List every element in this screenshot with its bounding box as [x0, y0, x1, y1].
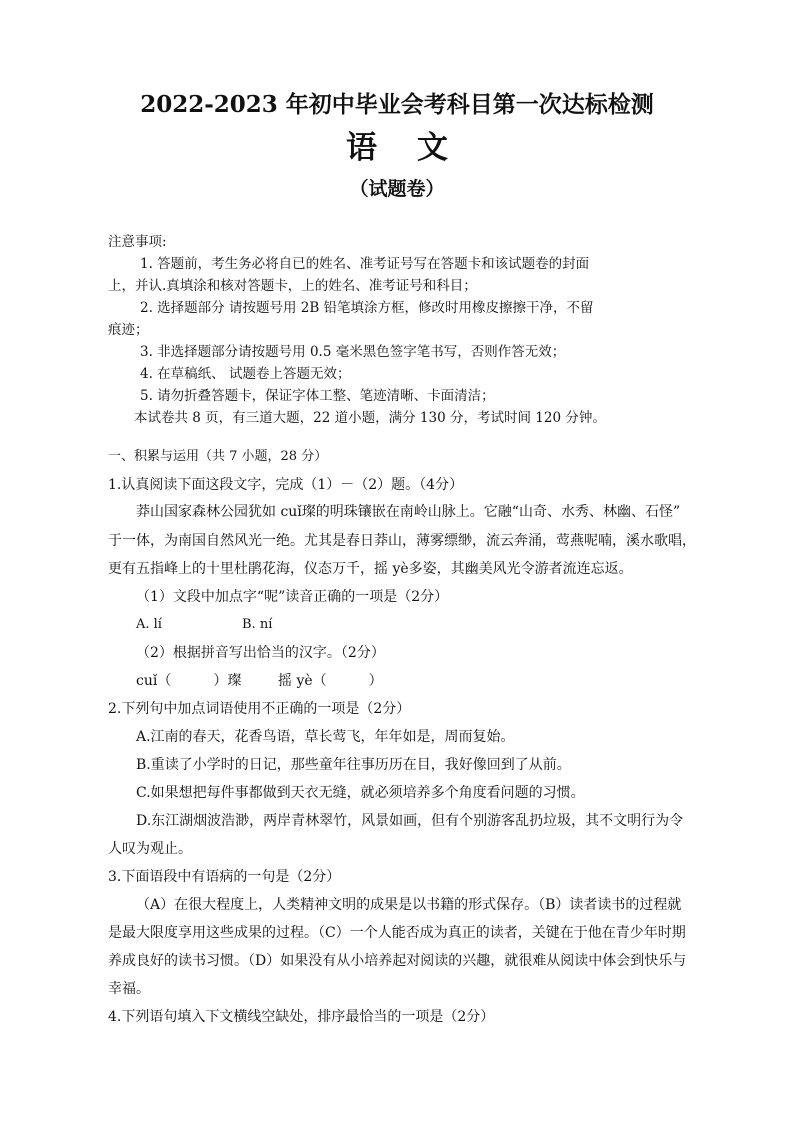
- question-1-sub1: （1）文段中加点字“呢”读音正确的一项是（2分）: [136, 589, 449, 605]
- section-heading: 一、积累与运用（共 7 小题，28 分）: [108, 449, 328, 464]
- question-1-sub2: （2）根据拼音写出恰当的汉字。（2分）: [136, 645, 385, 661]
- question-3-passage-line: 幸福。: [108, 981, 150, 997]
- answer-blank: 摇 yè（ ）: [278, 673, 383, 689]
- notice-line: 本试卷共 8 页，有三道大题，22 道小题，满分 130 分，考试时间 120 分钟。: [134, 410, 606, 426]
- question-1-passage-line: 更有五指峰上的十里杜鹃花海，仪态万千，摇 yè多姿，其幽美风光令游者流连忘返。: [108, 561, 633, 577]
- question-3-passage-line: 养成良好的读书习惯。（D）如果没有从小培养起对阅读的兴趣，就很难从阅读中体会到快乐与: [108, 953, 687, 969]
- question-1-stem: 1.认真阅读下面这段文字，完成（1）－（2）题。（4分）: [108, 477, 464, 493]
- exam-title: 2022-2023 年初中毕业会考科目第一次达标检测: [140, 91, 654, 118]
- notice-line: 2. 选择题部分 请按题号用 2B 铅笔填涂方框，修改时用橡皮擦擦干净，不留: [140, 300, 594, 316]
- subject-title: 语文: [346, 130, 488, 166]
- notice-line: 1. 答题前，考生务必将自已的姓名、准考证号写在答题卡和该试题卷的封面: [140, 256, 590, 272]
- question-2-stem: 2.下列句中加点词语使用不正确的一项是（2分）: [108, 701, 411, 717]
- option-a: A. lí: [136, 617, 162, 632]
- question-3-passage-line: 是最大限度享用这些成果的过程。（C）一个人能否成为真正的读者，关键在于他在青少年时期: [108, 925, 686, 941]
- notice-line: 5. 请勿折叠答题卡，保证字体工整、笔迹清晰、卡面清洁；: [140, 388, 495, 404]
- question-2-option-continued: 人叹为观止。: [108, 841, 192, 857]
- question-2-option: B.重读了小学时的日记，那些童年往事历历在目，我好像回到了从前。: [136, 757, 571, 773]
- notice-line: 4. 在草稿纸、 试题卷上答题无效；: [140, 366, 351, 382]
- notice-line: 痕迹；: [108, 322, 149, 338]
- paper-type-label: （试题卷）: [349, 178, 445, 200]
- answer-blank: cuǐ（ ）璨: [136, 673, 242, 689]
- question-1-passage-line: 于一体，为南国自然风光一绝。尤其是春日莽山，薄雾缥缈，流云奔涌，莺燕呢喃，溪水歌唱，: [108, 533, 696, 549]
- question-2-option: C.如果想把每件事都做到天衣无缝，就必须培养多个角度看问题的习惯。: [136, 785, 585, 801]
- question-4-stem: 4.下列语句填入下文横线空缺处，排序最恰当的一项是（2分）: [108, 1009, 495, 1025]
- question-1-passage-line: 莽山国家森林公园犹如 cuǐ璨的明珠镶嵌在南岭山脉上。它融“山奇、水秀、林幽、石怪”: [136, 504, 681, 520]
- question-3-passage-line: （A）在很大程度上，人类精神文明的成果是以书籍的形式保存。（B）读者读书的过程就: [136, 897, 682, 913]
- option-b: B. ní: [242, 617, 273, 632]
- question-2-option: D.东江湖烟波浩渺，两岸青林翠竹，风景如画，但有个别游客乱扔垃圾，其不文明行为令: [136, 813, 684, 829]
- notice-heading: 注意事项:: [108, 234, 167, 250]
- question-2-option: A.江南的春天，花香鸟语，草长莺飞，年年如是，周而复始。: [136, 729, 515, 745]
- notice-line: 3. 非选择题部分请按题号用 0.5 毫米黑色签字笔书写，否则作答无效；: [140, 344, 566, 360]
- question-3-stem: 3.下面语段中有语病的一句是（2分）: [108, 869, 341, 885]
- notice-line: 上，并认.真填涂和核对答题卡，上的姓名、准考证号和科目；: [108, 278, 477, 294]
